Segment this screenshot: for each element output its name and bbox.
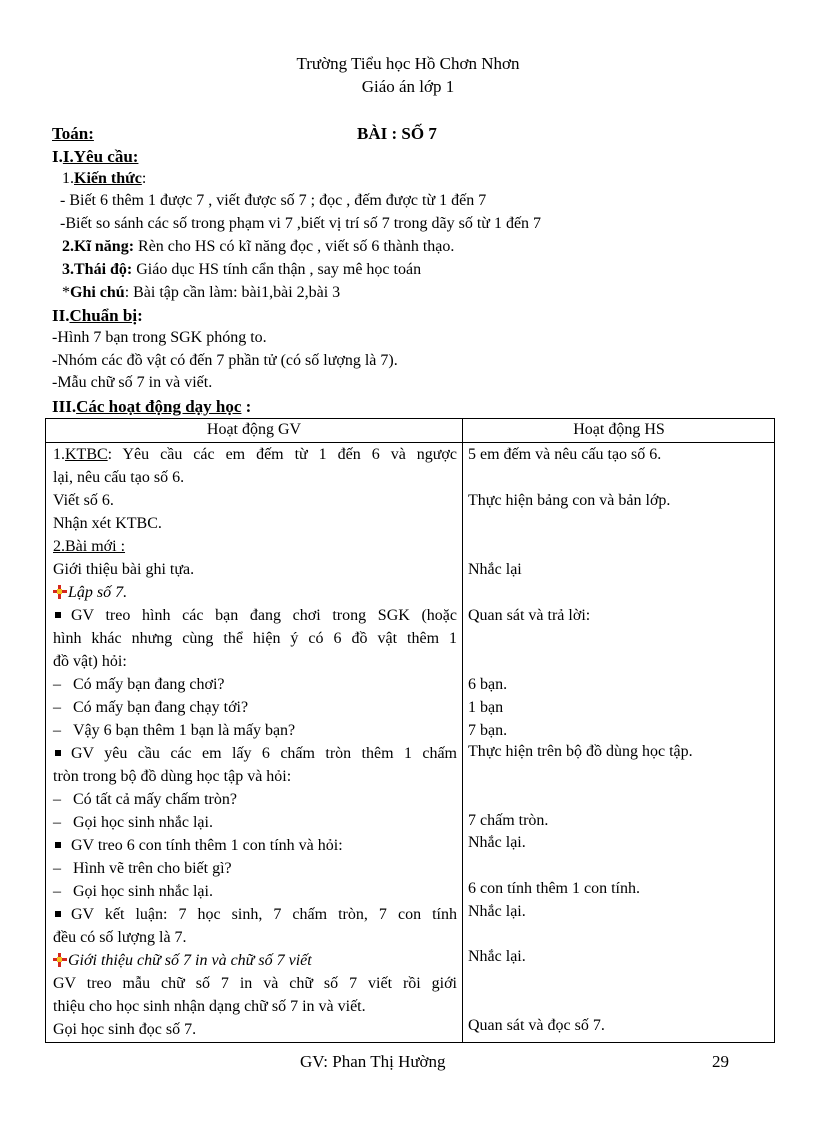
attitude-text: Giáo dục HS tính cẩn thận , say mê học toán (132, 261, 422, 278)
gv-question-playing: – Có mấy bạn đang chơi? (53, 676, 225, 693)
column-header-student: Hoạt động HS (573, 421, 665, 438)
requirements-heading: I.I.Yêu cầu: (52, 147, 139, 166)
hs-response-11: 6 con tính thêm 1 con tính. (468, 880, 640, 897)
repeat-1-text: Gọi học sinh nhắc lại. (73, 814, 213, 831)
column-divider (462, 419, 463, 1042)
gv-digit-1: GV treo mẫu chữ số 7 in và chữ số 7 viết rồi giới (53, 975, 457, 992)
preparation-item-2: -Nhóm các đồ vật có đến 7 phần tử (có số lượng là 7). (52, 352, 398, 369)
activities-label: Các hoạt động dạy học (76, 397, 242, 416)
knowledge-suffix: : (141, 170, 147, 187)
gv-repeat-1: – Gọi học sinh nhắc lại. (53, 814, 213, 831)
ktbc-text: : Yêu cầu các em đếm từ 1 đến 6 và ngược (107, 446, 457, 463)
note-line (62, 284, 340, 302)
section1-text: Lập số 7. (68, 584, 128, 601)
square-bullet-icon (55, 612, 61, 618)
hs-response-14: Quan sát và đọc số 7. (468, 1017, 605, 1034)
note-star: * (62, 284, 70, 301)
hs-response-13: Nhắc lại. (468, 948, 526, 965)
gv-question-total: – Vậy 6 bạn thêm 1 bạn là mấy bạn? (53, 722, 296, 739)
gv-read7: Gọi học sinh đọc số 7. (53, 1021, 197, 1038)
q-total-text: Vậy 6 bạn thêm 1 bạn là mấy bạn? (73, 722, 296, 739)
gv-hang-picture-1 (53, 604, 457, 627)
note-text: : Bài tập cần làm: bài1,bài 2,bài 3 (124, 284, 341, 301)
preparation-heading (52, 306, 143, 326)
activities-heading (52, 397, 251, 417)
q-dots-text: Có tất cả mấy chấm tròn? (73, 791, 237, 808)
footer-page-number: 29 (712, 1052, 729, 1071)
activities-prefix: III. (52, 397, 77, 416)
requirements-heading-text: I.Yêu cầu: (62, 147, 139, 166)
square-bullet-icon (55, 750, 61, 756)
hs-response-9: 7 chấm tròn. (468, 812, 549, 829)
attitude-line (62, 261, 421, 279)
dots-a-text: GV yêu cầu các em lấy 6 chấm tròn thêm 1 chấm (71, 745, 457, 762)
hs-response-2: Thực hiện bảng con và bản lớp. (468, 492, 671, 509)
skill-label: 2.Kĩ năng: (62, 238, 135, 255)
gv-dots-2: tròn trong bộ đồ dùng học tập và hỏi: (53, 768, 292, 785)
lesson-title: BÀI : SỐ 7 (357, 124, 437, 143)
gv-ktbc-line2: lại, nêu cấu tạo số 6. (53, 469, 185, 486)
knowledge-label: Kiến thức (74, 170, 142, 187)
ktbc-label: KTBC (65, 446, 108, 463)
note-label: Ghi chú (70, 284, 125, 301)
knowledge-item-1: - Biết 6 thêm 1 được 7 , viết được số 7 ; đọc , đếm được từ 1 đến 7 (60, 192, 487, 209)
activities-table (45, 418, 775, 1043)
gv-question-dots: – Có tất cả mấy chấm tròn? (53, 791, 237, 808)
skill-line (62, 238, 454, 256)
gv-new-lesson: 2.Bài mới : (53, 538, 126, 555)
hang-1a-text: GV treo hình các bạn đang chơi trong SGK (hoặc (71, 607, 457, 624)
subject-label: Toán: (52, 124, 94, 143)
preparation-suffix: : (137, 306, 143, 325)
footer-teacher: GV: Phan Thị Hường (300, 1052, 446, 1071)
grade-title: Giáo án lớp 1 (361, 77, 455, 96)
gv-hang-picture-3: đồ vật) hỏi: (53, 653, 127, 670)
conclude-a-text: GV kết luận: 7 học sinh, 7 chấm tròn, 7 con tính (71, 906, 457, 923)
gv-write6: Viết số 6. (53, 492, 114, 509)
skill-text: Rèn cho HS có kĩ năng đọc , viết số 6 thành thạo. (134, 238, 455, 255)
gv-question-running: – Có mấy bạn đang chạy tới? (53, 699, 249, 716)
gv-question-picture: – Hình vẽ trên cho biết gì? (53, 860, 232, 877)
section2-text: Giới thiệu chữ số 7 in và chữ số 7 viết (68, 952, 312, 969)
gv-hang-picture-2: hình khác nhưng cùng thể hiện ý có 6 đồ vật thêm 1 (53, 630, 457, 647)
knowledge-prefix: 1. (62, 170, 74, 187)
hs-response-12: Nhắc lại. (468, 903, 526, 920)
preparation-item-1: -Hình 7 bạn trong SGK phóng to. (52, 329, 267, 346)
activities-suffix: : (241, 397, 252, 416)
gv-digit-2: thiệu cho học sinh nhận dạng chữ số 7 in và viết. (53, 998, 366, 1015)
gv-conclude-2: đều có số lượng là 7. (53, 929, 187, 946)
counters-text: GV treo 6 con tính thêm 1 con tính và hỏi: (71, 837, 343, 854)
school-name: Trường Tiểu học Hồ Chơn Nhơn (296, 54, 520, 73)
column-header-teacher: Hoạt động GV (206, 421, 302, 438)
q-playing-text: Có mấy bạn đang chơi? (73, 676, 225, 693)
q-running-text: Có mấy bạn đang chạy tới? (73, 699, 249, 716)
square-bullet-icon (55, 911, 61, 917)
gv-intro: Giới thiệu bài ghi tựa. (53, 561, 195, 578)
gv-review: Nhận xét KTBC. (53, 515, 162, 532)
hs-response-5: 6 bạn. (468, 676, 508, 693)
gv-section-lap-so-7 (53, 581, 457, 604)
preparation-prefix: II. (52, 306, 70, 325)
attitude-label: 3.Thái độ: (62, 261, 133, 278)
gv-ktbc-line1: 1.KTBC: Yêu cầu các em đếm từ 1 đến 6 và ngược (53, 446, 457, 463)
gv-section-digit-7 (53, 949, 457, 972)
square-bullet-icon (55, 842, 61, 848)
gv-conclude-1 (53, 903, 457, 926)
hs-response-4: Quan sát và trả lời: (468, 607, 591, 624)
gv-counters (53, 834, 457, 857)
hs-response-10: Nhắc lại. (468, 834, 526, 851)
repeat-2-text: Gọi học sinh nhắc lại. (73, 883, 213, 900)
gv-dots-1 (53, 742, 457, 765)
hs-response-1: 5 em đếm và nêu cấu tạo số 6. (468, 446, 662, 463)
preparation-item-3: -Mẫu chữ số 7 in và viết. (52, 374, 213, 391)
knowledge-heading (62, 170, 146, 188)
hs-response-7: 7 bạn. (468, 722, 508, 739)
flag-bullet-icon (53, 585, 67, 599)
q-picture-text: Hình vẽ trên cho biết gì? (73, 860, 232, 877)
knowledge-item-2: -Biết so sánh các số trong phạm vi 7 ,biết vị trí số 7 trong dãy số từ 1 đến 7 (60, 215, 542, 232)
hs-response-3: Nhắc lại (468, 561, 522, 578)
hs-response-6: 1 bạn (468, 699, 504, 716)
preparation-label: Chuẩn bị (69, 306, 138, 325)
hs-response-8: Thực hiện trên bộ đồ dùng học tập. (468, 743, 693, 760)
gv-repeat-2: – Gọi học sinh nhắc lại. (53, 883, 213, 900)
flag-bullet-icon (53, 953, 67, 967)
